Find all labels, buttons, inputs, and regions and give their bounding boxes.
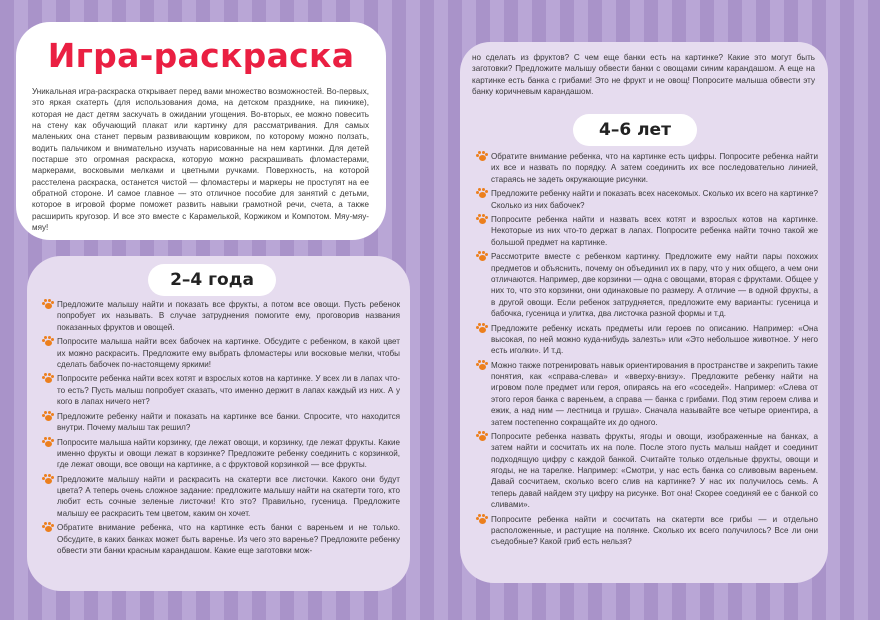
list-item-text: Попросите малыша найти всех бабочек на картинке. Обсудите с ребенком, в какой цвет их можно раскрасить. Предложите ему выбрать фломастеры или восковые мелки, чтобы сделать бабочек по-настоящему яркими! <box>57 337 400 369</box>
list-item-text: Попросите ребенка найти и сосчитать на скатерти все грибы — и отдельно расположенные, и растущие на полянке. Сколько их всего получилось? Все ли они съедобные? Какой гриб есть нельзя? <box>491 514 818 547</box>
list-item <box>476 323 818 357</box>
list-item <box>476 431 818 510</box>
paw-icon <box>42 522 54 532</box>
list-item <box>42 299 400 333</box>
section-2-4-list <box>42 299 400 560</box>
list-item <box>42 522 400 556</box>
section-4-6-heading: 4–6 лет <box>573 114 697 146</box>
list-item <box>476 251 818 319</box>
paw-icon <box>42 474 54 484</box>
paw-icon <box>476 251 488 261</box>
list-item <box>476 214 818 248</box>
paw-icon <box>42 299 54 309</box>
list-item-text: Обратите внимание ребенка, что на картинке есть банки с вареньем и не только. Обсудите, в каких банках может быть варенье. Из чего это варенье? Предложите ребенку обвести эти банки красным карандашом. Какие еще заготовки мож- <box>57 523 400 555</box>
list-item-text: Попросите ребенка назвать фрукты, ягоды и овощи, изображенные на банках, а затем найти и сосчитать их на поле. После этого пусть малыш найдет и соединит подходящую цифру с каждой банкой. Считайте только отдельные фрукты, овощи и ягоды, не на тарелке. Например: «Смотри, у нас есть банка со сливовым вареньем. Давай сосчитаем, сколько всего слив на картинке? У нас их получилось семь. А теперь давай найдем эту цифру на рисунке. Вот она! Скорее соединяй ее с банкой со сливами». <box>491 432 818 510</box>
list-item <box>476 360 818 428</box>
list-item-text: Предложите ребенку искать предметы или героев по описанию. Например: «Она высокая, по ней можно куда-нибудь залезть» или «Это небольшое животное. У него есть иголки». И т.д. <box>491 323 818 356</box>
list-item-text: Попросите ребенка найти и назвать всех котят и взрослых котов на картинке. Некоторые из них что-то держат в лапах. Попросите ребенка найти точно такой же большой предмет на картинке. <box>491 215 818 247</box>
page-title: Игра-раскраска <box>47 36 355 75</box>
section-2-4-heading: 2–4 года <box>148 264 276 296</box>
continuation-text: но сделать из фруктов? С чем еще банки есть на картинке? Какие это могут быть заготовки? Предложите малышу обвести банки с овощами синим карандашом. А еще на картинке есть банка с грибами! Это не фрукт и не овощ! Попросите малыша обвести эту банку коричневым карандашом. <box>472 53 815 97</box>
intro-text: Уникальная игра-раскраска открывает перед вами множество возможностей. Во-первых, это яркая скатерть (для использования дома, на детском празднике, на пикнике), которая не даст детям заскучать в ожидании угощения. Во-вторых, ее можно повесить на стену как обучающий плакат или картинку для рассматривания. Для самых маленьких она станет первым развивающим ковриком, по которому можно ползать, водить пальчиком и внимательно изучать нарисованные на нем картинки. Для детей постарше это огромная раскраска, которую можно раскрашивать фломастерами, маркерами, восковыми мелками и цветными ручками. Поверхность, на которой расстелена раскраска, останется чистой — фломастеры и маркеры не проступят на ее обратной стороне. И самое главное — это отличное пособие для занятий с детьми, которое в игровой форме поможет развить навыки грамотной речи, счета, а также расширить кругозор. И все это вместе с Карамелькой, Коржиком и Компотом. Мяу-мяу-мяу! <box>32 87 369 233</box>
list-item <box>476 188 818 211</box>
list-item <box>42 336 400 370</box>
paw-icon <box>476 151 488 161</box>
list-item-text: Можно также потренировать навык ориентирования в пространстве и закрепить такие понятия, как «справа-слева» и «вверху-внизу». Предложите ребенку найти на игровом поле предмет или героя, опираясь на его «соседей». Например: «Слева от этого героя банка с вареньем, а справа — банка с грибами. Под этим героем слива и ежик, а над ним — лестница и груша». Сначала называйте все четыре ориентира, а затем постепенно сокращайте их до одного. <box>491 360 818 427</box>
list-item-text: Предложите ребенку найти и показать на картинке все банки. Спросите, что находится внутри. Почему малыш так решил? <box>57 411 400 432</box>
list-item <box>476 514 818 548</box>
paw-icon <box>42 437 54 447</box>
list-item-text: Обратите внимание ребенка, что на картинке есть цифры. Попросите ребенка найти их все и назвать по порядку. А затем соединить их все последовательно линией, стараясь не задеть окружающие рисунки. <box>491 152 818 184</box>
list-item <box>42 373 400 407</box>
list-item <box>42 474 400 519</box>
list-item-text: Предложите малышу найти и раскрасить на скатерти все листочки. Какого они будут цвета? А теперь очень сложное задание: предложите малышу найти на скатерти того, кто любит есть сочные зеленые листочки! Кто это? Правильно, гусеница. Предложите малышу ее раскрасить тем цветом, каким он хочет. <box>57 474 400 518</box>
list-item-text: Попросите малыша найти корзинку, где лежат овощи, и корзинку, где лежат фрукты. Какие именно фрукты и овощи лежат в корзинке? Предложите ребенку соединить с корзинкой, где лежат овощи, все овощи на картинке, а с фруктовой корзинкой — все фрукты. <box>57 437 400 470</box>
list-item <box>42 411 400 434</box>
list-item-text: Попросите ребенка найти всех котят и взрослых котов на картинке. У всех ли в лапах что-то есть? Пусть малыш попробует сказать, что именно держит в лапах каждый из них. А у кого в лапах ничего нет? <box>57 374 400 407</box>
list-item-text: Предложите малышу найти и показать все фрукты, а потом все овощи. Пусть ребенок попробует их называть. В случае затруднения помогите ему, проговорив названия показанных фруктов и овощей. <box>57 300 400 332</box>
list-item-text: Предложите ребенку найти и показать всех насекомых. Сколько их всего на картинке? Сколько из них бабочек? <box>491 189 818 210</box>
paw-icon <box>476 188 488 198</box>
list-item <box>476 151 818 185</box>
paw-icon <box>476 360 488 370</box>
paw-icon <box>42 336 54 346</box>
paw-icon <box>476 323 488 333</box>
paw-icon <box>476 431 488 441</box>
paw-icon <box>476 214 488 224</box>
paw-icon <box>42 373 54 383</box>
list-item-text: Рассмотрите вместе с ребенком картинку. Предложите ему найти пары похожих предметов и объяснить, почему он объединил их в пару, что у них общего, а чем они отличаются. Например, две корзинки — одна с овощами, вторая с фруктами. Общее у них то, что это корзинки, они одинаковые по размеру. А отличие — в одной фрукты, а в другой овощи. Если ребенок затрудняется, предложите ему варианты: гусеница и бабочка, гусеница и улитка, два листочка разной формы и т.д. <box>491 252 818 319</box>
list-item <box>42 437 400 471</box>
paw-icon <box>42 411 54 421</box>
section-4-6-list <box>476 151 818 551</box>
paw-icon <box>476 514 488 524</box>
